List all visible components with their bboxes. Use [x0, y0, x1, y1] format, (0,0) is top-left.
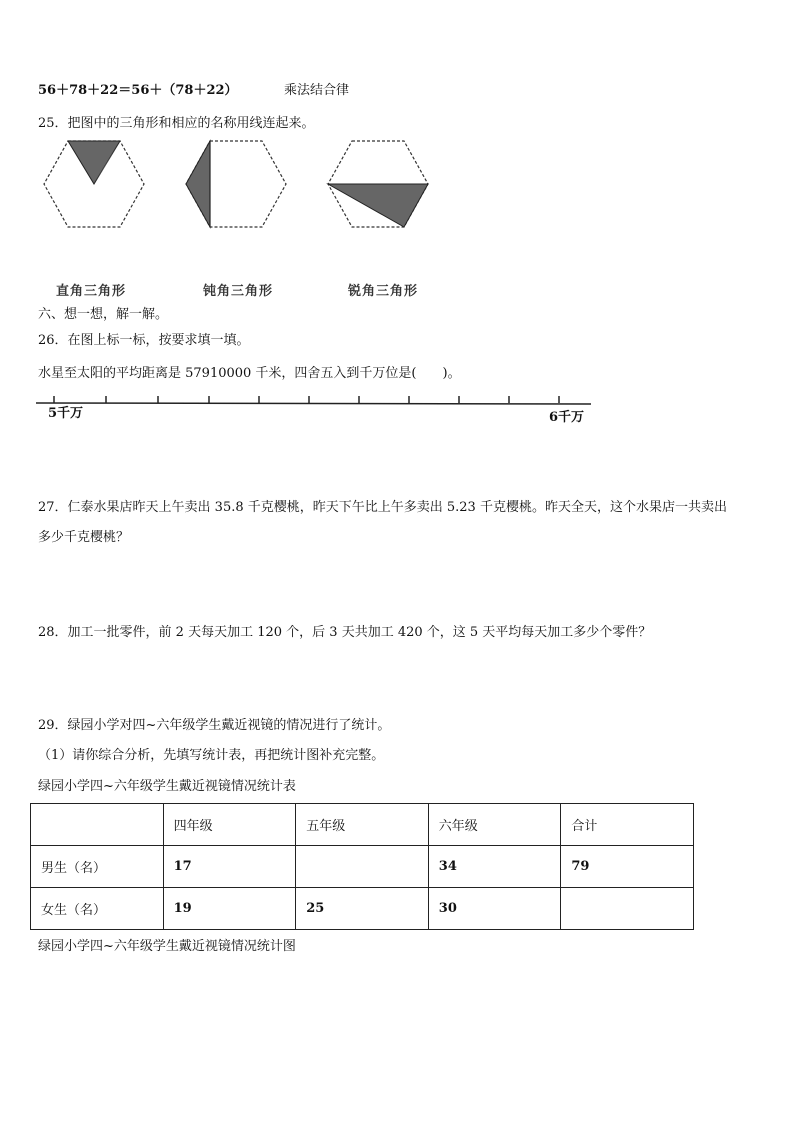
table-row	[31, 888, 694, 930]
q29-sub1: （1）请你综合分析，先填写统计表，再把统计图补充完整。	[38, 748, 385, 763]
label-acute-triangle: 锐角三角形	[348, 284, 419, 299]
table-cell: 34	[428, 846, 561, 888]
table-cell: 30	[428, 888, 561, 930]
table-header-cell: 六年级	[428, 804, 561, 846]
table-cell: 79	[561, 846, 694, 888]
q25-title: 25．把图中的三角形和相应的名称用线连起来。	[38, 116, 315, 131]
q27-line1: 27．仁泰水果店昨天上午卖出 35.8 千克樱桃，昨天下午比上午多卖出 5.23 千克樱桃。昨天全天，这个水果店一共卖出	[38, 500, 727, 515]
q26-text: 水星至太阳的平均距离是 57910000 千米，四舍五入到千万位是( )。	[38, 366, 461, 381]
number-line-start-label: 5千万	[48, 406, 84, 421]
equation-text: 56＋78＋22＝56＋（78＋22）	[38, 83, 238, 98]
myopia-statistics-table	[30, 803, 694, 930]
table-cell: 25	[296, 888, 429, 930]
q29-chart-title: 绿园小学四~六年级学生戴近视镜情况统计图	[38, 939, 296, 954]
number-line	[36, 392, 596, 412]
hexagon-figure-2	[184, 138, 288, 230]
table-header-row	[31, 804, 694, 846]
table-cell: 17	[163, 846, 296, 888]
section6-title: 六、想一想，解一解。	[38, 307, 169, 322]
law-label: 乘法结合律	[284, 83, 350, 98]
table-cell: 19	[163, 888, 296, 930]
table-header-cell: 四年级	[163, 804, 296, 846]
label-right-triangle: 直角三角形	[56, 284, 127, 299]
table-row	[31, 846, 694, 888]
label-obtuse-triangle: 钝角三角形	[203, 284, 274, 299]
hexagon-figure-1	[42, 138, 146, 230]
table-header-cell: 合计	[561, 804, 694, 846]
hexagon-figure-3	[326, 138, 430, 230]
table-header-cell: 五年级	[296, 804, 429, 846]
table-cell-blank[interactable]	[561, 888, 694, 930]
table-header-cell	[31, 804, 164, 846]
q29-table-title: 绿园小学四~六年级学生戴近视镜情况统计表	[38, 779, 296, 794]
q26-title: 26．在图上标一标，按要求填一填。	[38, 333, 250, 348]
table-row-label: 男生（名）	[31, 846, 164, 888]
number-line-end-label: 6千万	[549, 410, 585, 425]
q28-text: 28．加工一批零件，前 2 天每天加工 120 个，后 3 天共加工 420 个，这 5 天平均每天加工多少个零件？	[38, 625, 652, 640]
table-cell-blank[interactable]	[296, 846, 429, 888]
q27-line2: 多少千克樱桃？	[38, 530, 130, 545]
table-row-label: 女生（名）	[31, 888, 164, 930]
q29-title: 29．绿园小学对四~六年级学生戴近视镜的情况进行了统计。	[38, 718, 391, 733]
